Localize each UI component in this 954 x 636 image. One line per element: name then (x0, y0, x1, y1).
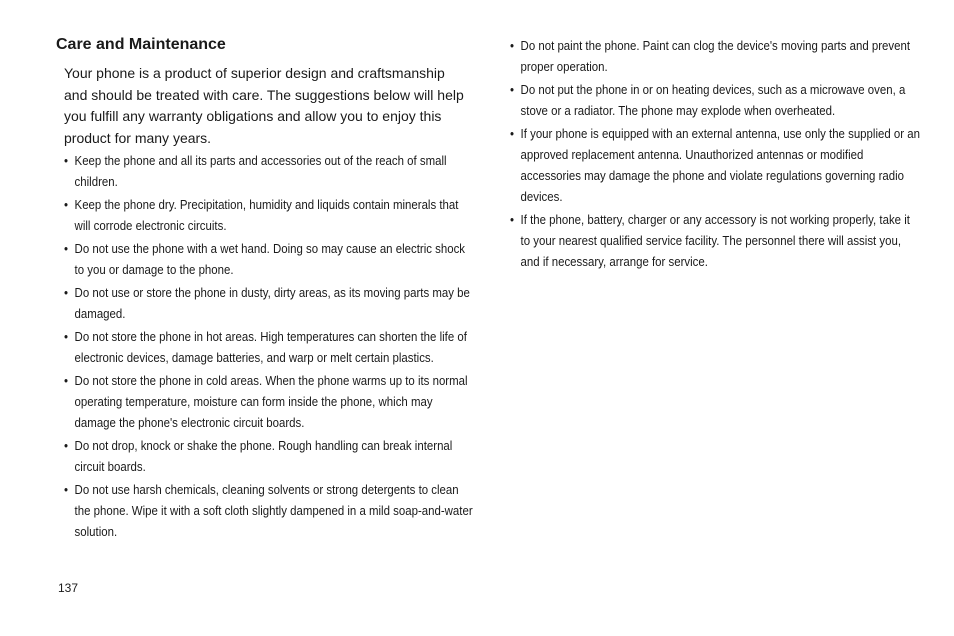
list-item-text: Keep the phone dry. Precipitation, humidity and liquids contain minerals that will corrode electronic circuits. (74, 197, 459, 233)
list-item-text: Do not put the phone in or on heating devices, such as a microwave oven, a stove or a radiator. The phone may explode when overheated. (520, 82, 906, 118)
bullet-icon: • (64, 241, 69, 256)
list-item (64, 479, 474, 542)
list-item-text: Keep the phone and all its parts and accessories out of the reach of small children. (74, 153, 447, 189)
list-item-text: Do not use harsh chemicals, cleaning solvents or strong detergents to clean the phone. Wipe it with a soft cloth slightly dampened in a mild soap-and-water solution. (74, 482, 473, 539)
list-item-text: Do not store the phone in hot areas. High temperatures can shorten the life of electronic devices, damage batteries, and warp or melt certain plastics. (74, 329, 467, 365)
list-item (64, 326, 474, 368)
bullet-icon: • (64, 482, 69, 497)
list-item (510, 79, 920, 121)
bullet-icon: • (510, 126, 515, 141)
list-item (64, 435, 474, 477)
list-item (510, 123, 920, 207)
list-item-text: Do not drop, knock or shake the phone. Rough handling can break internal circuit boards. (74, 438, 453, 474)
list-item-text: Do not paint the phone. Paint can clog the device's moving parts and prevent proper operation. (520, 38, 911, 74)
section-heading: Care and Maintenance (56, 36, 226, 53)
list-item (64, 238, 474, 280)
intro-paragraph: Your phone is a product of superior design and craftsmanship and should be treated with care. The suggestions below will help you fulfill any warranty obligations and allow you to enjoy this product for many years. (64, 65, 464, 146)
list-item-text: Do not store the phone in cold areas. When the phone warms up to its normal operating temperature, moisture can form inside the phone, which may damage the phone's electronic circuit boards. (74, 373, 468, 430)
bullet-icon: • (64, 197, 69, 212)
list-item-text: If your phone is equipped with an external antenna, use only the supplied or an approved replacement antenna. Unauthorized antennas or modified accessories may damage the phone and violate regulations governing radio devices. (520, 126, 920, 204)
list-item (510, 35, 920, 77)
list-item (510, 209, 920, 272)
bullet-icon: • (64, 373, 69, 388)
list-item (64, 150, 474, 192)
list-item-text: Do not use or store the phone in dusty, dirty areas, as its moving parts may be damaged. (74, 285, 470, 321)
list-item-text: If the phone, battery, charger or any accessory is not working properly, take it to your nearest qualified service facility. The personnel there will assist you, and if necessary, arrange for service. (520, 212, 910, 269)
bullet-icon: • (510, 212, 515, 227)
left-bullet-list (64, 150, 473, 544)
bullet-icon: • (510, 38, 515, 53)
list-item-text: Do not use the phone with a wet hand. Doing so may cause an electric shock to you or damage to the phone. (74, 241, 466, 277)
bullet-icon: • (64, 438, 69, 453)
right-bullet-list (510, 35, 920, 274)
bullet-icon: • (510, 82, 515, 97)
list-item (64, 370, 474, 433)
bullet-icon: • (64, 285, 69, 300)
bullet-icon: • (64, 153, 69, 168)
list-item (64, 194, 474, 236)
page-number: 137 (58, 581, 79, 595)
list-item (64, 282, 474, 324)
bullet-icon: • (64, 329, 69, 344)
